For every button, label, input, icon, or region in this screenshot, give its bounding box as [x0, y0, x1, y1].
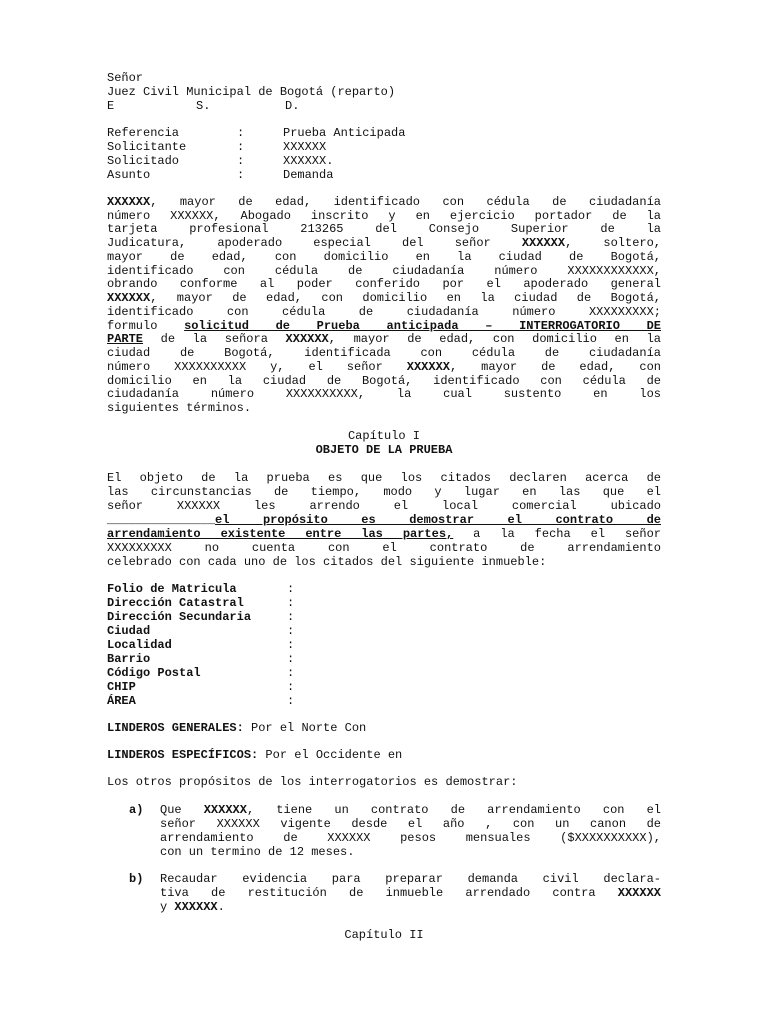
field-label: Folio de Matricula [107, 582, 237, 596]
linderos-especificos [107, 749, 402, 763]
list-item-line [160, 804, 661, 818]
chapter-title: Capítulo I [347, 429, 420, 443]
esd-d: D. [285, 99, 300, 113]
intro-text: formulo [107, 319, 185, 333]
objeto-line: celebrado con cada uno de los citados del siguiente inmueble: [107, 555, 547, 569]
intro-line [107, 196, 661, 210]
linderos-label: LINDEROS GENERALES: [107, 721, 244, 735]
objeto-line [107, 528, 661, 542]
reference-label: Solicitante [107, 140, 187, 154]
intro-line: obrando conforme al poder conferido por el apoderado general [107, 277, 661, 291]
reference-label: Referencia [107, 126, 180, 140]
intro-text: número XXXXXXXXXX y, el señor [107, 360, 407, 374]
request-title: PARTE [107, 332, 144, 346]
linderos-value: Por el Norte Con [243, 721, 367, 735]
field-label: Código Postal [107, 666, 201, 680]
intro-line: siguientes términos. [107, 401, 252, 415]
field-label: Dirección Catastral [107, 596, 244, 610]
objeto-line: XXXXXXXXX no cuenta con el contrato de arrendamiento [107, 541, 661, 555]
list-item-line: con un termino de 12 meses. [160, 845, 355, 859]
blank-line: _______________ [107, 513, 216, 527]
chapter-subtitle: OBJETO DE LA PRUEBA [315, 443, 453, 457]
item-text: , tiene un contrato de arrendamiento con el [246, 803, 661, 817]
property-field [107, 583, 294, 597]
list-item-line [160, 887, 661, 901]
objeto-line: señor XXXXXX les arrendo el local comercial ubicado [107, 499, 661, 513]
party-name: XXXXXX [521, 236, 566, 250]
esd-e: E [107, 99, 115, 113]
field-label: Barrio [107, 652, 151, 666]
field-label: ÁREA [107, 694, 136, 708]
objeto-line: El objeto de la prueba es que los citados declaren acerca de [107, 471, 661, 485]
purposes-intro: Los otros propósitos de los interrogatorios es demostrar: [107, 775, 518, 789]
reference-label: Asunto [107, 168, 151, 182]
field-label: Ciudad [107, 624, 151, 638]
reference-sep: : [237, 154, 245, 168]
intro-text: Judicatura, apoderado especial del señor [107, 236, 522, 250]
reference-sep: : [237, 126, 245, 140]
reference-value: Demanda [283, 168, 334, 182]
intro-line: mayor de edad, con domicilio en la ciudad de Bogotá, [107, 250, 661, 264]
property-field [107, 597, 294, 611]
reference-row [107, 141, 326, 155]
list-item-line: arrendamiento de XXXXXX pesos mensuales ($XXXXXXXXXX), [160, 831, 661, 845]
field-sep: : [287, 582, 295, 596]
reference-row [107, 169, 333, 183]
list-item-line: Recaudar evidencia para preparar demanda civil declara- [160, 872, 661, 886]
request-title: solicitud de Prueba anticipada – INTERROGATORIO DE [184, 319, 662, 333]
intro-line: domicilio en la ciudad de Bogotá, identificado con cédula de [107, 374, 661, 388]
intro-line [107, 361, 661, 375]
party-name: XXXXXX [406, 360, 450, 374]
party-name: XXXXXX [107, 291, 151, 305]
field-sep: : [287, 610, 295, 624]
item-text: y [160, 900, 175, 914]
purpose-text: arrendamiento existente entre las partes, [107, 527, 454, 541]
esd-line [107, 100, 299, 114]
field-label: CHIP [107, 680, 136, 694]
property-field [107, 667, 294, 681]
field-sep: : [287, 596, 295, 610]
addressee: Juez Civil Municipal de Bogotá (reparto) [107, 85, 396, 99]
list-marker: a) [129, 803, 144, 817]
item-text: . [217, 900, 225, 914]
intro-line: identificado con cédula de ciudadanía número XXXXXXXXX; [107, 305, 661, 319]
reference-sep: : [237, 140, 245, 154]
intro-text: , soltero, [565, 236, 662, 250]
property-field [107, 611, 294, 625]
intro-line: tarjeta profesional 213265 del Consejo Superior de la [107, 222, 661, 236]
intro-text: , mayor de edad, con domicilio en la ciudad de Bogotá, [150, 291, 661, 305]
party-name: XXXXXX [285, 332, 329, 346]
property-field [107, 681, 294, 695]
reference-label: Solicitado [107, 154, 180, 168]
intro-text: de la señora [143, 332, 286, 346]
esd-s: S. [196, 99, 211, 113]
property-field [107, 639, 294, 653]
objeto-line [107, 514, 661, 528]
objeto-line: las circunstancias de tiempo, modo y lugar en las que el [107, 485, 661, 499]
intro-text: , mayor de edad, identificado con cédula de ciudadanía [150, 195, 661, 209]
list-marker: b) [129, 872, 144, 886]
party-name: XXXXXX [617, 886, 661, 900]
field-sep: : [287, 680, 295, 694]
party-name: XXXXXX [174, 900, 218, 914]
field-sep: : [287, 638, 295, 652]
field-sep: : [287, 694, 295, 708]
field-sep: : [287, 666, 295, 680]
property-field [107, 625, 294, 639]
reference-sep: : [237, 168, 245, 182]
field-sep: : [287, 652, 295, 666]
party-name: XXXXXX [203, 803, 247, 817]
chapter-title: Capítulo II [344, 928, 424, 942]
reference-row [107, 127, 405, 141]
item-text: Que [160, 803, 204, 817]
reference-value: XXXXXX [283, 140, 327, 154]
list-item-line: señor XXXXXX vigente desde el año , con un canon de [160, 817, 661, 831]
property-field [107, 653, 294, 667]
linderos-value: Por el Occidente en [258, 748, 403, 762]
property-field [107, 695, 294, 709]
field-sep: : [287, 624, 295, 638]
reference-value: Prueba Anticipada [283, 126, 406, 140]
intro-line: ciudad de Bogotá, identificada con cédula de ciudadanía [107, 346, 661, 360]
linderos-label: LINDEROS ESPECÍFICOS: [107, 748, 259, 762]
intro-line [107, 237, 661, 251]
reference-row [107, 155, 333, 169]
intro-text: , mayor de edad, con domicilio en la [328, 332, 661, 346]
salutation: Señor [107, 71, 144, 85]
reference-value: XXXXXX. [283, 154, 334, 168]
party-name: XXXXXX [107, 195, 151, 209]
field-label: Localidad [107, 638, 172, 652]
intro-line: identificado con cédula de ciudadanía número XXXXXXXXXXXX, [107, 264, 661, 278]
field-label: Dirección Secundaria [107, 610, 252, 624]
purpose-text: el propósito es demostrar el contrato de [215, 513, 661, 527]
item-text: tiva de restitución de inmueble arrendado contra [160, 886, 618, 900]
intro-text: , mayor de edad, con [449, 360, 661, 374]
linderos-generales [107, 722, 366, 736]
objeto-text: a la fecha el señor [453, 527, 661, 541]
intro-line: número XXXXXX, Abogado inscrito y en ejercicio portador de la [107, 209, 661, 223]
list-item-line [160, 901, 661, 915]
intro-line: ciudadanía número XXXXXXXXXX, la cual sustento en los [107, 387, 661, 401]
intro-line [107, 292, 661, 306]
intro-line [107, 333, 661, 347]
